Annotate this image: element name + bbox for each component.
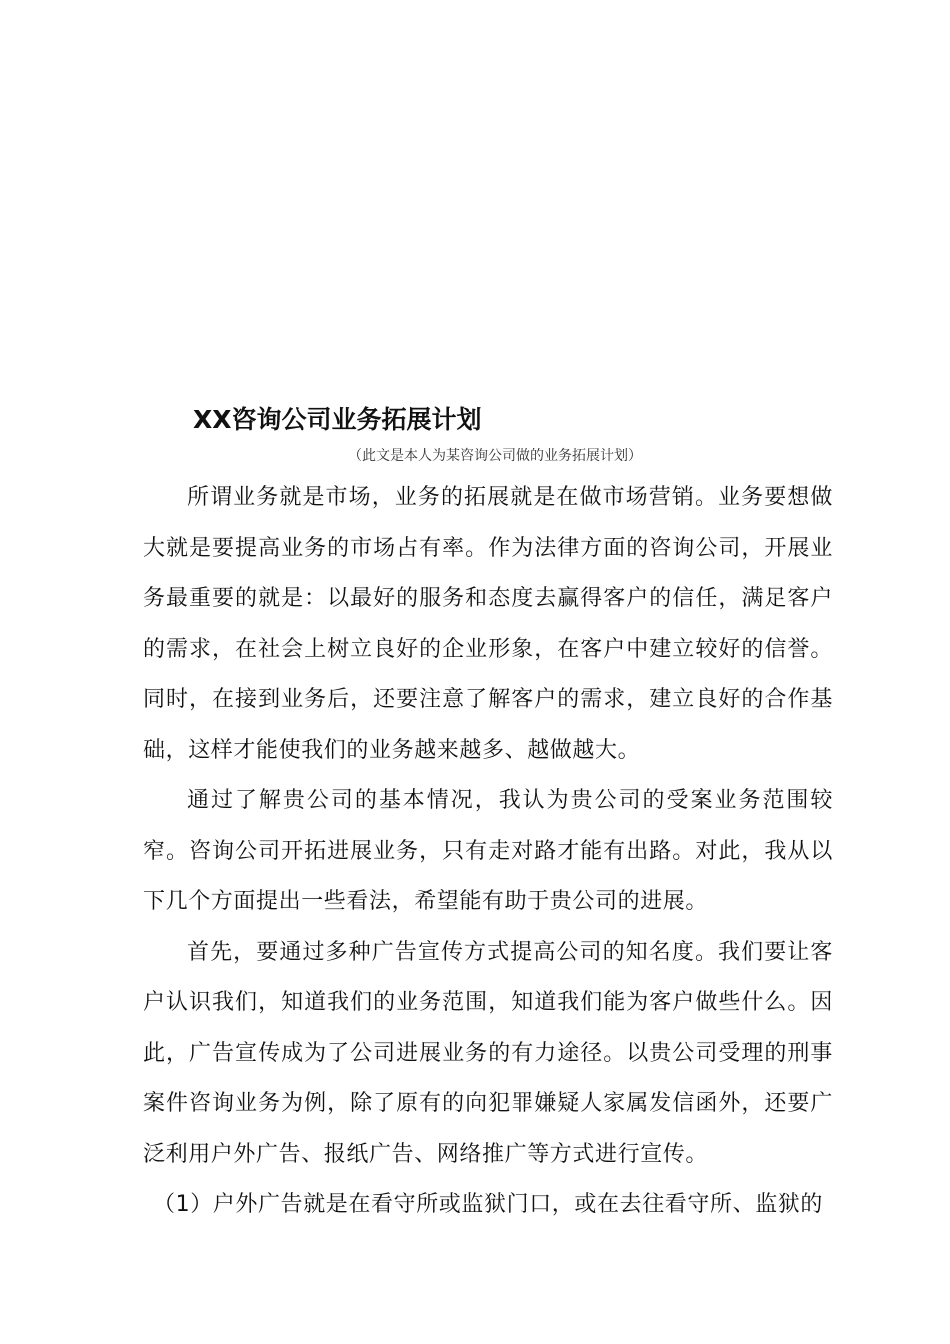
document-title: XX咨询公司业务拓展计划 — [193, 405, 482, 434]
document-subtitle: （此文是本人为某咨询公司做的业务拓展计划） — [348, 448, 642, 464]
paragraph-analysis: 通过了解贵公司的基本情况，我认为贵公司的受案业务范围较窄。咨询公司开拓进展业务，只有走对路才能有出路。对此，我从以下几个方面提出一些看法，希望能有助于贵公司的进展。 — [143, 788, 833, 914]
paragraph-outdoor-ads: （1）户外广告就是在看守所或监狱门口，或在去往看守所、监狱的 — [153, 1192, 823, 1217]
document-body — [143, 473, 833, 1231]
paragraph-advertising: 首先，要通过多种广告宣传方式提高公司的知名度。我们要让客户认识我们，知道我们的业务范围，知道我们能为客户做些什么。因此，广告宣传成为了公司进展业务的有力途径。以贵公司受理的刑事案件咨询业务为例，除了原有的向犯罪嫌疑人家属发信函外，还要广泛利用户外广告、报纸广告、网络推广等方式进行宣传。 — [143, 939, 833, 1167]
paragraph-intro: 所谓业务就是市场，业务的拓展就是在做市场营销。业务要想做大就是要提高业务的市场占有率。作为法律方面的咨询公司，开展业务最重要的就是：以最好的服务和态度去赢得客户的信任，满足客户的需求，在社会上树立良好的企业形象，在客户中建立较好的信誉。同时，在接到业务后，还要注意了解客户的需求，建立良好的合作基础，这样才能使我们的业务越来越多、越做越大。 — [143, 485, 833, 763]
